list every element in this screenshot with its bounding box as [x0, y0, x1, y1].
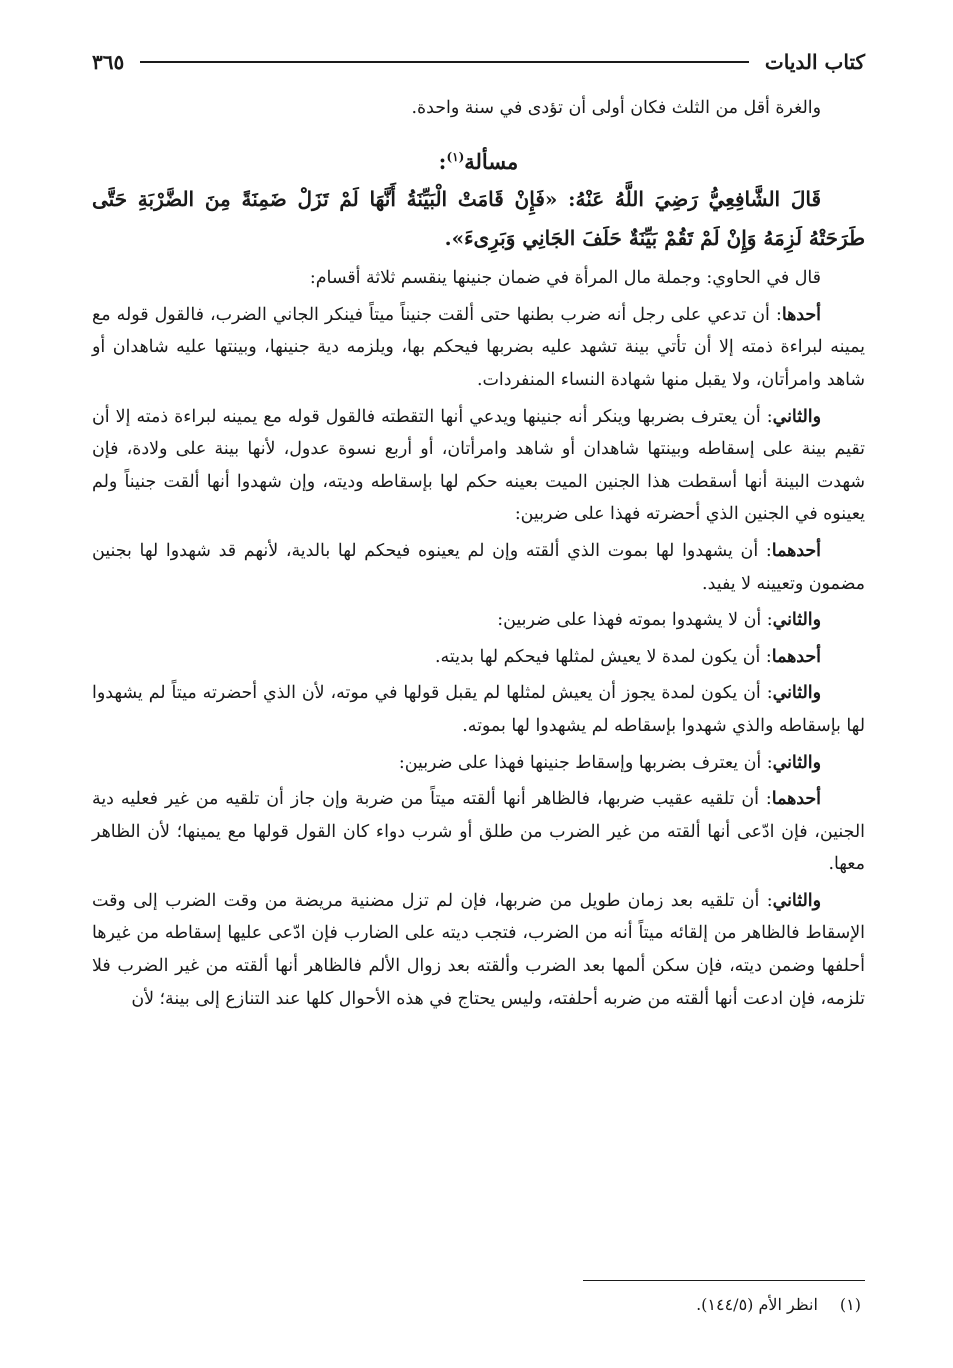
paragraph-label: والثاني — [772, 610, 821, 631]
paragraph: أحدهما: أن يشهدوا لها بموت الذي ألقته وإن لم يعينوه فيحكم لها بالدية، لأنهم قد شهدوا لها بجنين مضمون وتعيينه لا يفيد. — [92, 540, 865, 594]
paragraph-label: والثاني — [772, 890, 821, 911]
paragraph: والثاني: أن لا يشهدوا بموته فهذا على ضربين: — [497, 610, 821, 631]
issue-colon: : — [438, 148, 447, 174]
header-rule — [140, 61, 749, 63]
paragraph-label: والثاني — [772, 683, 821, 704]
running-header — [92, 44, 865, 80]
paragraph: والثاني: أن يعترف بضربها وإسقاط جنينها فهذا على ضربين: — [398, 752, 821, 773]
paragraph-label: والثاني — [772, 752, 821, 773]
paragraph-label: أحدها — [781, 304, 821, 325]
paragraph: أحدهما: أن تلقيه عقيب ضربها، فالظاهر أنها ألقته ميتاً من ضربة وإن جاز أن تلقيه من غير فعليه دية الجنين، فإن ادّعى أنها ألقته من غير الضرب من طلق أو شرب دواء كان القول قولها مع يمينها؛ لأن الظاهر معها. — [92, 789, 865, 875]
page-number: ٣٦٥ — [92, 50, 125, 74]
paragraph: أحدهما: أن يكون لمدة لا يعيش لمثلها فيحكم لها بديته. — [435, 646, 821, 667]
footnote-ref: (١) — [446, 149, 465, 164]
issue-heading — [92, 141, 865, 179]
paragraph: والثاني: أن يعترف بضربها وينكر أنه جنينها ويدعي أنها التقطته فالقول قوله مع يمينه لبراءة ذمته إلا أن تقيم بينة على إسقاطه وبينتها شاهدان أو شاهد وامرأتان، أو أربع نسوة عدول، لأنها بينة على ولادة، فإن شهدت البينة أنها أسقطت هذا الجنين الميت بعينه حكم لها بإسقاطه وديته، وإن شهدوا أنها ألقت جنيناً ولم يعينوه في الجنين الذي أحضرته فهذا على ضربين: — [92, 406, 865, 525]
shafii-quote: قَالَ الشَّافِعِيُّ رَضِيَ اللَّهُ عَنْهُ: «فَإِنْ قَامَتْ الْبَيِّنَةُ أَنَّهَا لَمْ تَزَلْ ضَمِنَةً مِنَ الضَّرْبَةِ حَتَّى طَرَحَتْهُ لَزِمَهُ وَإِنْ لَمْ تَقُمْ بَيِّنَةٌ حَلَفَ الجَانِي وَبَرِىءَ». — [92, 187, 865, 251]
paragraph: أحدها: أن تدعي على رجل أنه ضرب بطنها حتى ألقت جنيناً ميتاً فينكر الجاني الضرب، فالقول قوله مع يمينه لبراءة ذمته إلا أن تأتي بينة تشهد عليه بضربها فيحكم بها، ويلزمه دية جنينها، وبينتها عليه شاهدان أو شاهد وامرأتان، ولا يقبل منها شهادة النساء المنفردات. — [92, 304, 865, 390]
paragraph: والثاني: أن تلقيه بعد زمان طويل من ضربها، فإن لم تزل مضنية مريضة من وقت الضرب إلى وقت الإسقاط فالظاهر من إلقائه ميتاً أنه من الضرب، فتجب ديته على الضارب فإن ادّعى عليها إسقاطه من غيرها أحلفها وضمن ديته، فإن سكن ألمها بعد الضرب وألقته بعد زوال الألم فالظاهر أنها ألقته من غير الضرب فلا تلزمه، فإن ادعت أنها ألقته من ضربه أحلفته، وليس يحتاج في هذه الأحوال كلها عند التنازع إلى بينة؛ لأن — [92, 890, 865, 1009]
paragraph-label: أحدهما — [771, 789, 821, 810]
page-body — [92, 92, 865, 1015]
paragraph-label: أحدهما — [771, 540, 821, 561]
paragraph: والثاني: أن يكون لمدة يجوز أن يعيش لمثلها لم يقبل قولها في موته، لأن الذي أحضرته ميتاً لم يشهدوا لها بإسقاطه والذي شهدوا بإسقاطه لم يشهدوا لها بموته. — [92, 683, 865, 736]
footnote-number: (١) — [839, 1295, 861, 1314]
footnote-rule — [583, 1280, 865, 1281]
paragraph: والغرة أقل من الثلث فكان أولى أن تؤدى في سنة واحدة. — [411, 98, 821, 118]
footnote-text: انظر الأم (١٤٤/٥). — [696, 1295, 818, 1314]
paragraph-label: أحدهما — [771, 646, 821, 667]
issue-title: مسألة — [464, 148, 519, 174]
footnote — [92, 1292, 861, 1318]
paragraph: قال في الحاوي: وجملة مال المرأة في ضمان جنينها ينقسم ثلاثة أقسام: — [309, 268, 821, 289]
paragraph-label: والثاني — [772, 406, 821, 427]
chapter-title: كتاب الديات — [764, 50, 865, 74]
